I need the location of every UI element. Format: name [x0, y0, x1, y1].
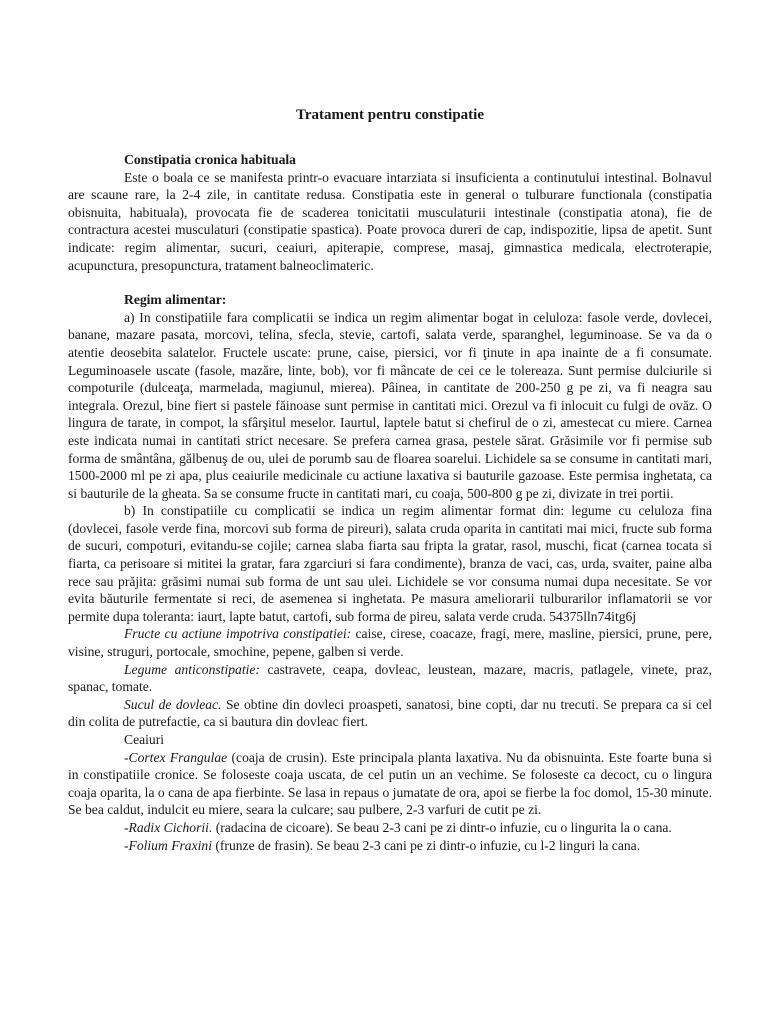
paragraph-fructe	[68, 625, 712, 660]
folium-label: -Folium Fraxini	[124, 837, 212, 853]
paragraph-intro: Este o boala ce se manifesta printr-o evacuare intarziata si insuficienta a continutului intestinal. Bolnavul are scaune rare, la 2-4 zile, in cantitate redusa. Constipatia este in general o tulburare functionala (constipatia obisnuita, habituala), provocata fie de scaderea tonicitatii musculaturii intestinale (constipatia atona), fie de contractura acestei musculaturi (constipatie spastica). Poate provoca dureri de cap, indispozitie, lipsa de apetit. Sunt indicate: regim alimentar, sucuri, ceaiuri, apiterapie, comprese, masaj, gimnastica medicala, electroterapie, acupunctura, presopunctura, tratament balneoclimateric.	[68, 169, 712, 273]
paragraph-cortex	[68, 749, 712, 819]
radix-label: -Radix Cichorii.	[124, 819, 213, 835]
radix-text: (radacina de cicoare). Se beau 2-3 cani pe zi dintr-o infuzie, cu o lingurita la o cana.	[212, 819, 672, 835]
legume-label: Legume anticonstipatie:	[124, 661, 260, 677]
fructe-label: Fructe cu actiune impotriva constipatiei:	[124, 626, 352, 642]
legume-text: castravete, ceapa, dovleac, leustean, mazare, macris, patlagele, vinete, praz, spanac, tomate.	[68, 661, 712, 695]
section-heading-constipatia: Constipatia cronica habituala	[124, 152, 296, 167]
paragraph-suc	[68, 696, 712, 731]
suc-label: Sucul de dovleac.	[124, 696, 222, 712]
paragraph-a: a) In constipatiile fara complicatii se indica un regim alimentar bogat in celuloza: fasole verde, dovlecei, banane, mazare pasata, morcovi, telina, sfecla, stevie, cartofi, salata verde, sparanghel, leguminoase. Se va da o atentie deosebita salatelor. Fructele uscate: prune, caise, piersici, vor fi ţinute in apa inainte de a fi consumate. Leguminoasele uscate (fasole, mazăre, linte, bob), vor fi mâncate de cei ce le tolereaza. Sunt permise dulciurile si compoturile (dulceaţa, marmelada, magiunul, mierea). Pâinea, in cantitate de 200-250 g pe zi, va fi neagra sau integrala. Orezul, bine fiert si pastele făinoase sunt permise in cantitati mici. Orezul va fi inlocuit cu fulgi de ovăz. O lingura de tarate, in compot, la sfârşitul meselor. Iaurtul, laptele batut si chefirul de o zi, amestecat cu miere. Carnea este indicata numai in cantitati strict necesare. Se prefera carnea grasa, pestele sărat. Grăsimile vor fi permise sub forma de smântâna, gălbenuş de ou, ulei de porumb sau de floarea soarelui. Lichidele sa se consume in cantitati mari, 1500-2000 ml pe zi apa, plus ceaiurile medicinale cu actiune laxativa si bauturile gazoase. Este permisa inghetata, ca si bauturile de la gheata. Sa se consume fructe in cantitati mari, cu coaja, 500-800 g pe zi, divizate in trei portii.	[68, 309, 712, 501]
cortex-text: (coaja de crusin). Este principala planta laxativa. Nu da obisnuinta. Este foarte buna si in constipatiile cronice. Se foloseste coaja uscata, de cel putin un an vechime. Se foloseste ca decoct, cu o lingura coaja oparita, la o cana de apa fierbinte. Se lasa in repaus o jumatate de ora, apoi se fierbe la foc domol, 15-30 minute. Se bea caldut, indulcit eu miere, seara la culcare; sau pulbere, 2-3 varfuri de cutit pe zi.	[68, 749, 713, 818]
cortex-label: -Cortex Frangulae	[124, 749, 228, 765]
fructe-text: caise, cirese, coacaze, fragi, mere, masline, piersici, prune, pere, visine, struguri, portocale, smochine, pepene, galben si verde.	[68, 626, 712, 660]
suc-text: Se obtine din dovleci proaspeti, sanatosi, bine copti, dar nu trecuti. Se prepara ca si cel din colita de putrefactie, ca si bautura din dovleac fiert.	[68, 696, 713, 730]
paragraph-folium	[68, 837, 712, 855]
paragraph-radix	[68, 819, 712, 837]
ceaiuri-heading: Ceaiuri	[124, 732, 165, 747]
paragraph-legume	[68, 661, 712, 696]
section-heading-regim: Regim alimentar:	[124, 292, 227, 308]
document-title: Tratament pentru constipatie	[295, 107, 485, 123]
folium-text: (frunze de frasin). Se beau 2-3 cani pe zi dintr-o infuzie, cu l-2 linguri la cana.	[211, 837, 641, 853]
paragraph-b: b) In constipatiile cu complicatii se indica un regim alimentar format din: legume cu celuloza fina (dovlecei, fasole verde fina, morcovi sub forma de pireuri), salata cruda oparita in cantitati mai mici, fructe sub forma de sucuri, compoturi, evitandu-se cojile; carnea slaba fiarta sau fripta la gratar, rasol, muschi, ficat (carnea tocata si fiarta, ca perisoare si mititei la gratar, fara zgarciuri si fara condimente), branza de vaci, cas, urda, svaiter, paine alba rece sau prăjita: grăsimi numai sub forma de unt sau ulei. Lichidele se vor consuma numai dupa necesitate. Se vor evita băuturile fermentate si reci, de asemenea si inghetata. Pe masura ameliorarii tulburarilor inflamatorii se vor permite dupa toleranta: iaurt, lapte batut, cartofi, sub forma de pireu, salata verde cruda. 54375lln74itg6j	[68, 503, 712, 624]
spacer	[68, 274, 712, 291]
